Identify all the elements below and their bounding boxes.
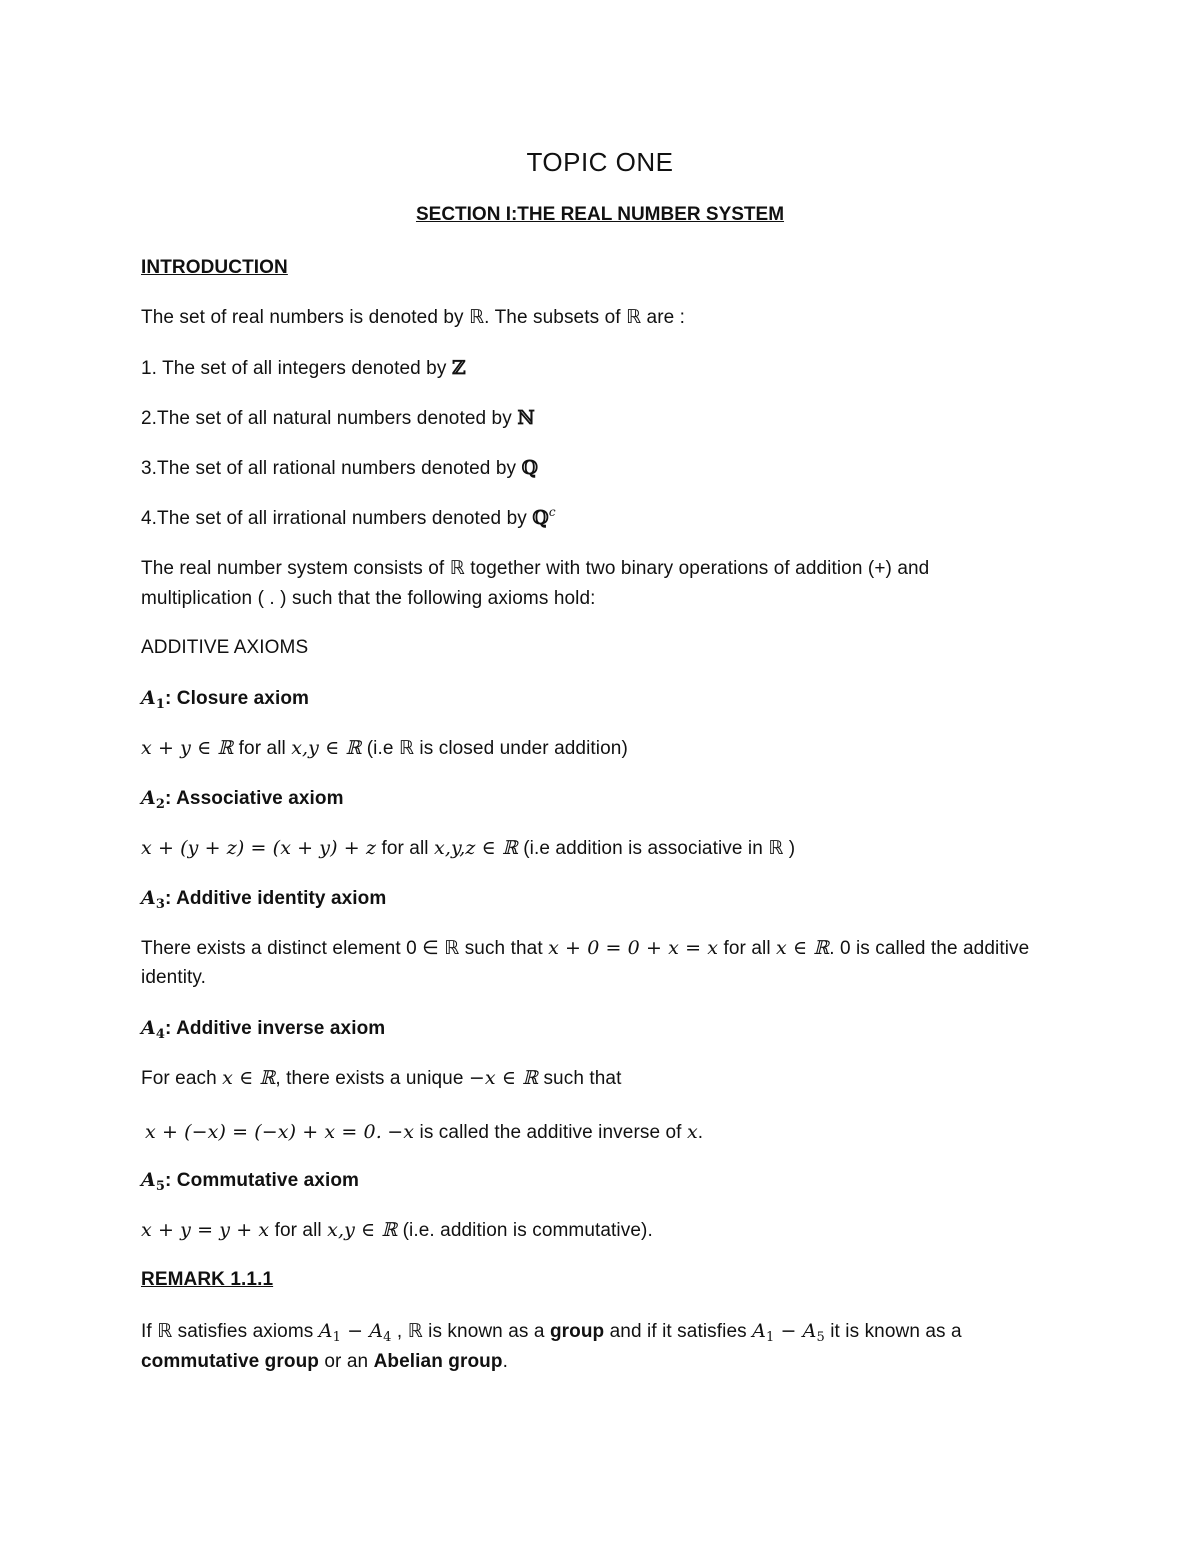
axiom-a3-statement-line-1 xyxy=(141,936,1029,961)
axiom-math: x + y = y + x xyxy=(141,1219,270,1241)
remark-math-sub: 4 xyxy=(383,1330,392,1345)
axiom-text: There exists a distinct element 0 ∈ ℝ such that xyxy=(141,938,549,959)
remark-line-2 xyxy=(141,1350,508,1374)
remark-math: A xyxy=(318,1320,333,1342)
axiom-math-2: x,y ∈ ℝ xyxy=(291,737,362,759)
axiom-label-sub: 1 xyxy=(155,697,165,712)
axiom-math: x + y ∈ ℝ xyxy=(141,737,234,759)
axiom-label: A xyxy=(141,1017,156,1039)
subset-superscript: c xyxy=(548,505,556,519)
subset-item-natural xyxy=(141,406,535,431)
subset-item-rational xyxy=(141,456,538,481)
remark-commutative-group-term: commutative group xyxy=(141,1351,319,1372)
axiom-label: A xyxy=(141,787,156,809)
axiom-text-3: such that xyxy=(538,1068,622,1089)
intro-line: The set of real numbers is denoted by ℝ. The subsets of ℝ are : xyxy=(141,307,686,328)
axiom-a2-statement xyxy=(141,836,795,861)
axiom-label-sub: 3 xyxy=(155,897,165,912)
axiom-text-2: (i.e addition is associative in ℝ ) xyxy=(517,838,796,859)
system-line-1: The real number system consists of ℝ together with two binary operations of addition (+) and xyxy=(141,558,930,579)
subset-text: 3.The set of all rational numbers denoted by xyxy=(141,458,522,479)
axiom-text: for all xyxy=(269,1220,328,1241)
remark-line-1 xyxy=(141,1319,962,1344)
axiom-text: for all xyxy=(233,738,292,759)
remark-math-sep: − xyxy=(340,1320,370,1342)
axiom-text-3: . 0 is called the additive xyxy=(829,938,1030,959)
subset-symbol: ℚ xyxy=(532,507,549,529)
axiom-a2-heading xyxy=(141,786,344,811)
axiom-name: : Commutative axiom xyxy=(165,1170,360,1191)
axiom-label: A xyxy=(141,887,156,909)
axiom-label-sub: 4 xyxy=(155,1027,165,1042)
axiom-label-sub: 5 xyxy=(155,1179,165,1194)
axiom-a4-statement-line-2 xyxy=(145,1120,703,1145)
remark-group-term: group xyxy=(549,1321,605,1342)
remark-text-5: or an xyxy=(319,1351,374,1372)
remark-text-2: , ℝ is known as a xyxy=(391,1321,550,1342)
axiom-text-2: , there exists a unique xyxy=(275,1068,469,1089)
remark-math: A xyxy=(752,1320,766,1342)
remark-math: A xyxy=(369,1320,384,1342)
additive-axioms-heading: ADDITIVE AXIOMS xyxy=(141,637,309,658)
axiom-a3-heading xyxy=(141,886,386,911)
axiom-math: x + 0 = 0 + x = x xyxy=(548,937,719,959)
subset-text: 4.The set of all irrational numbers denoted by xyxy=(141,508,533,529)
axiom-a1-statement xyxy=(141,736,628,761)
axiom-a5-heading xyxy=(141,1168,359,1193)
subset-text: 2.The set of all natural numbers denoted by xyxy=(141,408,518,429)
axiom-a3-statement-line-2: identity. xyxy=(141,967,206,988)
axiom-label: A xyxy=(141,687,156,709)
subset-item-irrational xyxy=(141,506,556,531)
axiom-math: x ∈ ℝ xyxy=(222,1067,276,1089)
axiom-name: : Additive inverse axiom xyxy=(165,1018,386,1039)
remark-math-sub: 1 xyxy=(332,1330,341,1345)
subset-item-integers xyxy=(141,356,466,381)
axiom-math-5: x xyxy=(686,1121,698,1143)
remark-math-sub: 5 xyxy=(816,1330,825,1345)
axiom-name: : Additive identity axiom xyxy=(165,888,387,909)
subset-symbol: ℚ xyxy=(521,457,539,479)
axiom-a4-heading xyxy=(141,1016,385,1041)
introduction-heading: INTRODUCTION xyxy=(141,257,288,278)
remark-heading: REMARK 1.1.1 xyxy=(141,1269,274,1290)
subset-symbol: ℤ xyxy=(451,357,466,379)
remark-text-6: . xyxy=(502,1351,508,1372)
page-title: TOPIC ONE xyxy=(526,147,674,177)
subset-text: 1. The set of all integers denoted by xyxy=(141,358,452,379)
axiom-a5-statement xyxy=(141,1218,653,1243)
axiom-math-2: x,y ∈ ℝ xyxy=(327,1219,398,1241)
remark-text-3: and if it satisfies xyxy=(604,1321,753,1342)
axiom-math: x + (y + z) = (x + y) + z xyxy=(141,837,377,859)
axiom-text-5: . xyxy=(697,1122,704,1143)
axiom-a4-statement-line-1 xyxy=(141,1066,621,1091)
axiom-text-2: (i.e ℝ is closed under addition) xyxy=(361,738,628,759)
remark-math: A xyxy=(802,1320,817,1342)
axiom-text-2: for all xyxy=(718,938,777,959)
axiom-label: A xyxy=(141,1169,156,1191)
axiom-text: for all xyxy=(376,838,434,859)
section-title: SECTION I:THE REAL NUMBER SYSTEM xyxy=(415,204,785,225)
axiom-name: : Associative axiom xyxy=(165,788,344,809)
remark-abelian-group-term: Abelian group xyxy=(373,1351,503,1372)
axiom-math-3: x + (−x) = (−x) + x = 0. xyxy=(145,1121,382,1143)
axiom-text-4: is called the additive inverse of xyxy=(414,1122,687,1143)
axiom-math-2: x,y,z ∈ ℝ xyxy=(434,837,518,859)
remark-text-4: it is known as a xyxy=(824,1321,962,1342)
axiom-name: : Closure axiom xyxy=(165,688,310,709)
axiom-math-4: −x xyxy=(387,1121,415,1143)
axiom-math-2: x ∈ ℝ xyxy=(776,937,830,959)
remark-text: If ℝ satisfies axioms xyxy=(141,1321,319,1342)
axiom-a1-heading xyxy=(141,686,309,711)
axiom-text: For each xyxy=(141,1068,223,1089)
subset-symbol: ℕ xyxy=(517,407,535,429)
remark-math-sep: − xyxy=(774,1320,803,1342)
axiom-text-2: (i.e. addition is commutative). xyxy=(397,1220,653,1241)
axiom-math-2: −x ∈ ℝ xyxy=(468,1067,539,1089)
system-line-2: multiplication ( . ) such that the following axioms hold: xyxy=(141,588,596,609)
axiom-label-sub: 2 xyxy=(155,797,165,812)
remark-math-sub: 1 xyxy=(765,1330,775,1345)
